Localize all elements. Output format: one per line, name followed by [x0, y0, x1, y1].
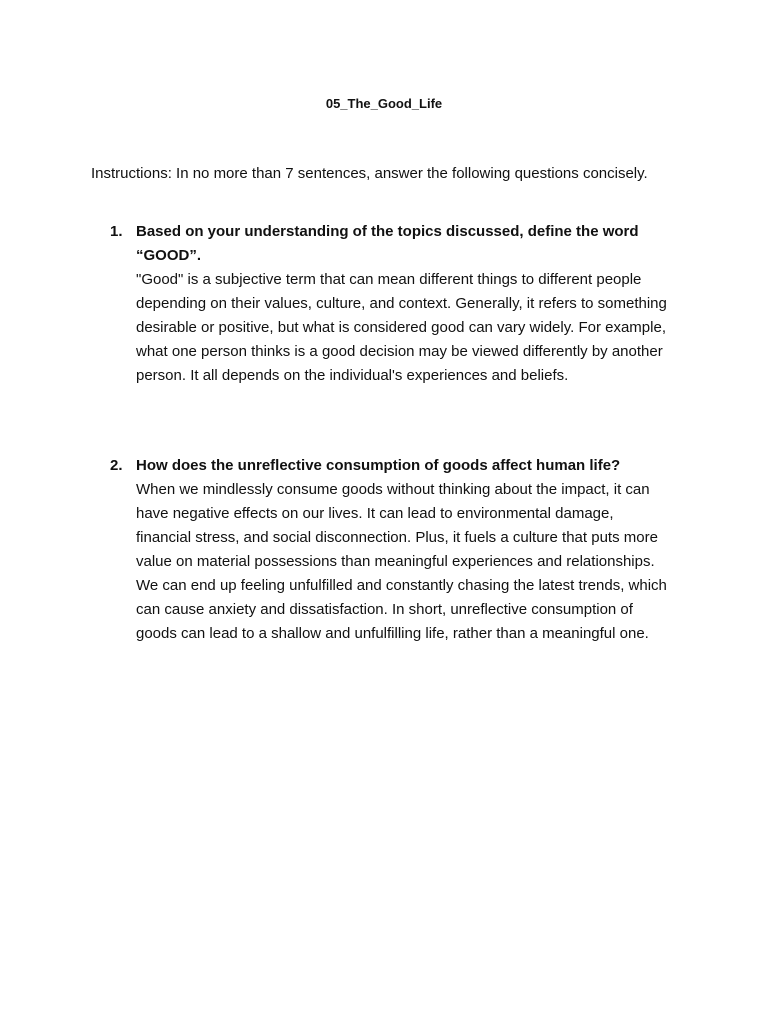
- question-item: [110, 454, 670, 646]
- question-item: [110, 220, 670, 388]
- question-text: Based on your understanding of the topics discussed, define the word “GOOD”.: [136, 223, 639, 264]
- answer-text: When we mindlessly consume goods without thinking about the impact, it can have negative effects on our lives. It can lead to environmental damage, financial stress, and social disconnection. Plus, it fuels a culture that puts more value on material possessions than meaningful experiences and relationships. We can end up feeling unfulfilled and constantly chasing the latest trends, which can cause anxiety and dissatisfaction. In short, unreflective consumption of goods can lead to a shallow and unfulfilling life, rather than a meaningful one.: [136, 481, 667, 642]
- question-number: 1.: [110, 223, 123, 240]
- question-body: [136, 220, 670, 388]
- question-body: [136, 454, 670, 646]
- instructions-text: Instructions: In no more than 7 sentences, answer the following questions concisely.: [91, 165, 648, 182]
- answer-text: "Good" is a subjective term that can mean different things to different people depending on their values, culture, and context. Generally, it refers to something desirable or positive, but what is considered good can vary widely. For example, what one person thinks is a good decision may be viewed differently by another person. It all depends on the individual's experiences and beliefs.: [136, 271, 667, 384]
- question-text: How does the unreflective consumption of goods affect human life?: [136, 457, 621, 474]
- question-number: 2.: [110, 457, 123, 474]
- document-title: 05_The_Good_Life: [325, 96, 443, 111]
